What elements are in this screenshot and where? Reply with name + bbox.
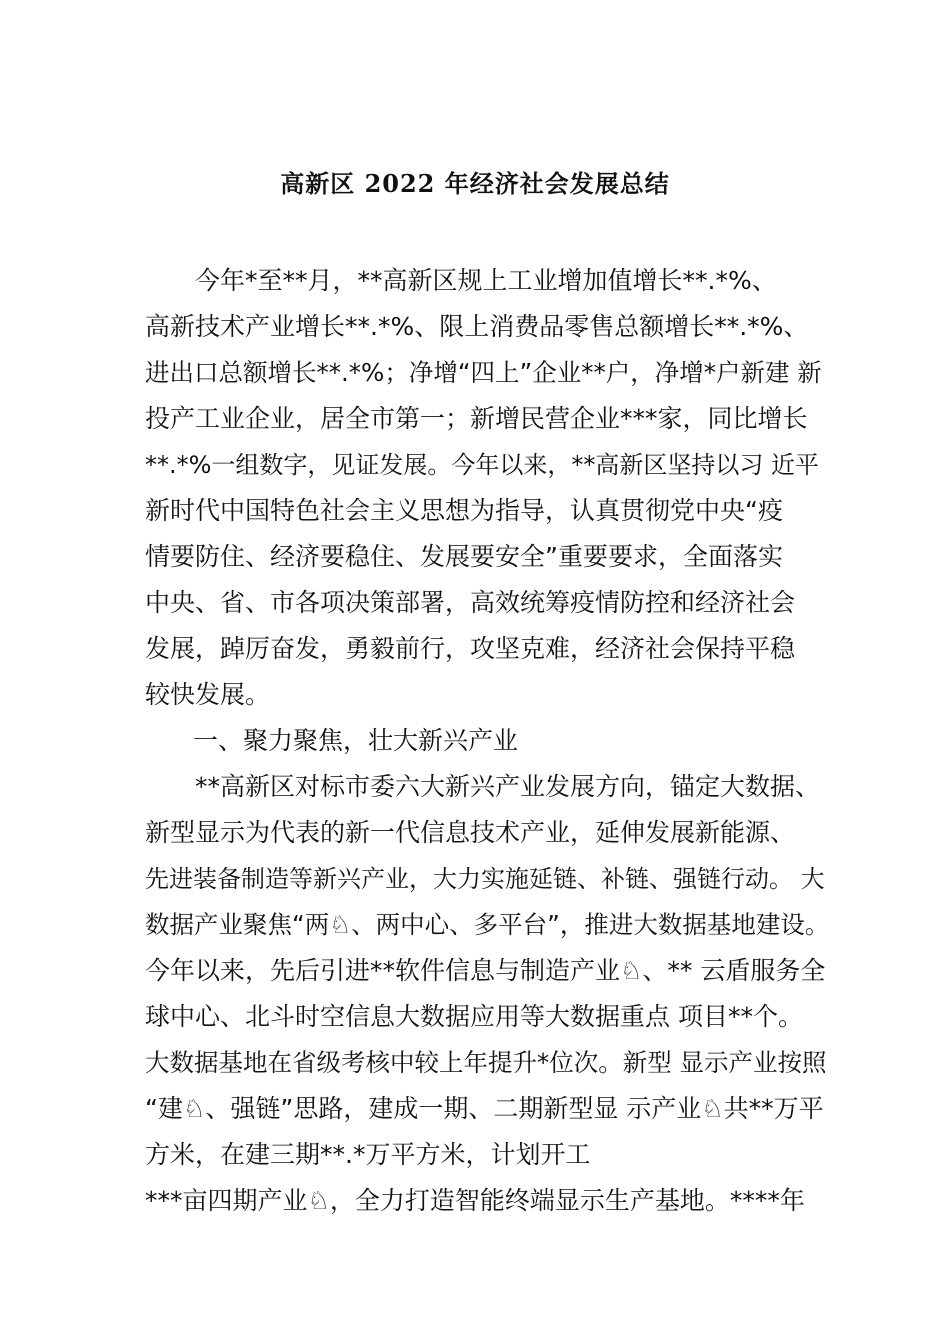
- paragraph-line: 球中心、北斗时空信息大数据应用等大数据重点 项目**个。: [145, 1002, 803, 1031]
- paragraph-line: “建♘、强链”思路，建成一期、二期新型显 示产业♘共**万平: [145, 1094, 824, 1123]
- section-heading: 一、聚力聚焦，壮大新兴产业: [193, 726, 519, 755]
- paragraph-line: **.*%一组数字，见证发展。今年以来，**高新区坚持以习 近平: [145, 451, 820, 479]
- paragraph-line: **高新区对标市委六大新兴产业发展方向，锚定大数据、: [195, 772, 821, 801]
- paragraph-line: 先进装备制造等新兴产业，大力实施延链、补链、强链行动。 大: [145, 865, 825, 893]
- paragraph-line: 今年以来，先后引进**软件信息与制造产业♘、** 云盾服务全: [145, 956, 826, 985]
- paragraph-line: 方米，在建三期**.*万平方米，计划开工: [145, 1140, 591, 1169]
- paragraph-line: 发展，踔厉奋发，勇毅前行，攻坚克难，经济社会保持平稳: [145, 634, 796, 663]
- paragraph-line: 情要防住、经济要稳住、发展要安全”重要要求，全面落实: [145, 542, 783, 571]
- paragraph-line: 数据产业聚焦“两♘、两中心、多平台”，推进大数据基地建设。: [145, 910, 830, 939]
- paragraph-line: 大数据基地在省级考核中较上年提升*位次。新型 显示产业按照: [145, 1048, 827, 1077]
- paragraph-line: 较快发展。: [145, 680, 271, 709]
- document-title: 高新区 2022 年经济社会发展总结: [280, 169, 670, 198]
- paragraph-line: 进出口总额增长**.*%；净增“四上”企业**户，净增*户新建 新: [145, 358, 822, 387]
- paragraph-line: 今年*至**月，**高新区规上工业增加值增长**.*%、: [195, 266, 777, 295]
- paragraph-line: 中央、省、市各项决策部署，高效统筹疫情防控和经济社会: [145, 588, 796, 617]
- paragraph-line: 新型显示为代表的新一代信息技术产业，延伸发展新能源、: [145, 818, 796, 847]
- paragraph-line: 高新技术产业增长**.*%、限上消费品零售总额增长**.*%、: [145, 312, 809, 341]
- paragraph-line: 新时代中国特色社会主义思想为指导，认真贯彻党中央“疫: [145, 496, 783, 525]
- paragraph-line: ***亩四期产业♘，全力打造智能终端显示生产基地。****年: [145, 1186, 805, 1215]
- paragraph-line: 投产工业企业，居全市第一；新增民营企业***家，同比增长: [145, 404, 808, 433]
